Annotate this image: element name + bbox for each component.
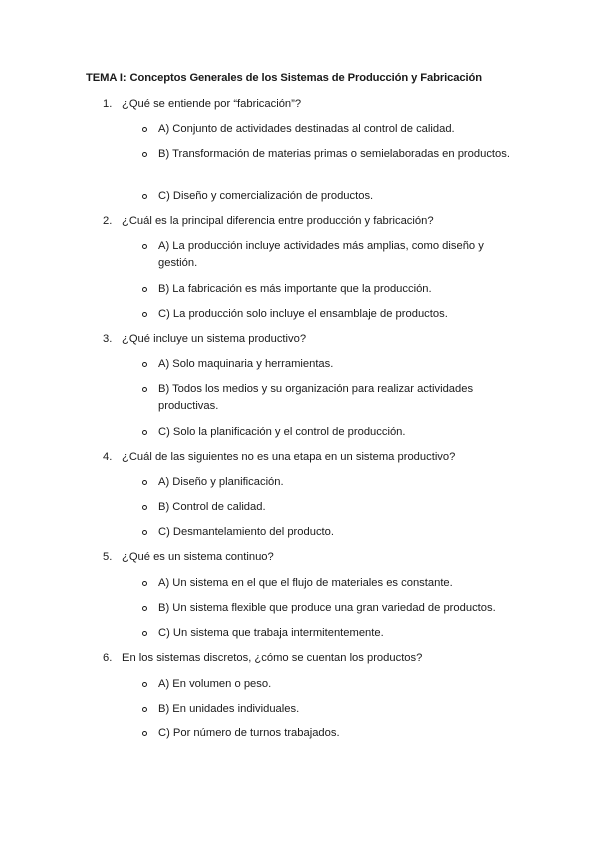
option-text: A) La producción incluye actividades más amplias, como diseño y gestión. (158, 240, 484, 269)
question-number: 4. (103, 451, 113, 463)
question-text: En los sistemas discretos, ¿cómo se cuentan los productos? (122, 652, 423, 664)
question-text: ¿Qué incluye un sistema productivo? (122, 333, 307, 345)
circle-bullet-icon (142, 480, 147, 485)
circle-bullet-icon (142, 631, 147, 636)
circle-bullet-icon (142, 430, 147, 435)
option-text: B) Todos los medios y su organización para realizar actividades productivas. (158, 383, 474, 412)
option-text: B) En unidades individuales. (158, 703, 300, 715)
option-text: A) Solo maquinaria y herramientas. (158, 358, 334, 370)
option-text: B) Un sistema flexible que produce una gran variedad de productos. (158, 602, 496, 614)
circle-bullet-icon (142, 312, 147, 317)
question-text: ¿Cuál de las siguientes no es una etapa en un sistema productivo? (122, 451, 456, 463)
circle-bullet-icon (142, 530, 147, 535)
circle-bullet-icon (142, 505, 147, 510)
question-text: ¿Qué se entiende por “fabricación”? (122, 98, 302, 110)
option-text: C) Solo la planificación y el control de producción. (158, 426, 406, 438)
option-text: B) La fabricación es más importante que la producción. (158, 283, 432, 295)
circle-bullet-icon (142, 581, 147, 586)
option-text: C) La producción solo incluye el ensamblaje de productos. (158, 308, 448, 320)
question-number: 6. (103, 652, 113, 664)
question-number: 5. (103, 551, 113, 563)
option-text: C) Diseño y comercialización de productos. (158, 190, 374, 202)
circle-bullet-icon (142, 127, 147, 132)
question-text: ¿Qué es un sistema continuo? (122, 551, 274, 563)
document-title: TEMA I: Conceptos Generales de los Sistemas de Producción y Fabricación (86, 72, 482, 84)
circle-bullet-icon (142, 606, 147, 611)
option-text: C) Desmantelamiento del producto. (158, 526, 334, 538)
option-text: C) Un sistema que trabaja intermitentemente. (158, 627, 384, 639)
circle-bullet-icon (142, 387, 147, 392)
option-text: A) En volumen o peso. (158, 678, 272, 690)
circle-bullet-icon (142, 362, 147, 367)
question-number: 3. (103, 333, 113, 345)
circle-bullet-icon (142, 152, 147, 157)
option-text: A) Diseño y planificación. (158, 476, 284, 488)
circle-bullet-icon (142, 244, 147, 249)
question-text: ¿Cuál es la principal diferencia entre producción y fabricación? (122, 215, 434, 227)
question-number: 2. (103, 215, 113, 227)
option-text: A) Un sistema en el que el flujo de materiales es constante. (158, 577, 453, 589)
option-text: B) Transformación de materias primas o semielaboradas en productos. (158, 148, 510, 160)
circle-bullet-icon (142, 287, 147, 292)
circle-bullet-icon (142, 194, 147, 199)
question-number: 1. (103, 98, 113, 110)
circle-bullet-icon (142, 707, 147, 712)
option-text: A) Conjunto de actividades destinadas al control de calidad. (158, 123, 455, 135)
circle-bullet-icon (142, 731, 147, 736)
circle-bullet-icon (142, 682, 147, 687)
option-text: B) Control de calidad. (158, 501, 266, 513)
option-text: C) Por número de turnos trabajados. (158, 727, 340, 739)
